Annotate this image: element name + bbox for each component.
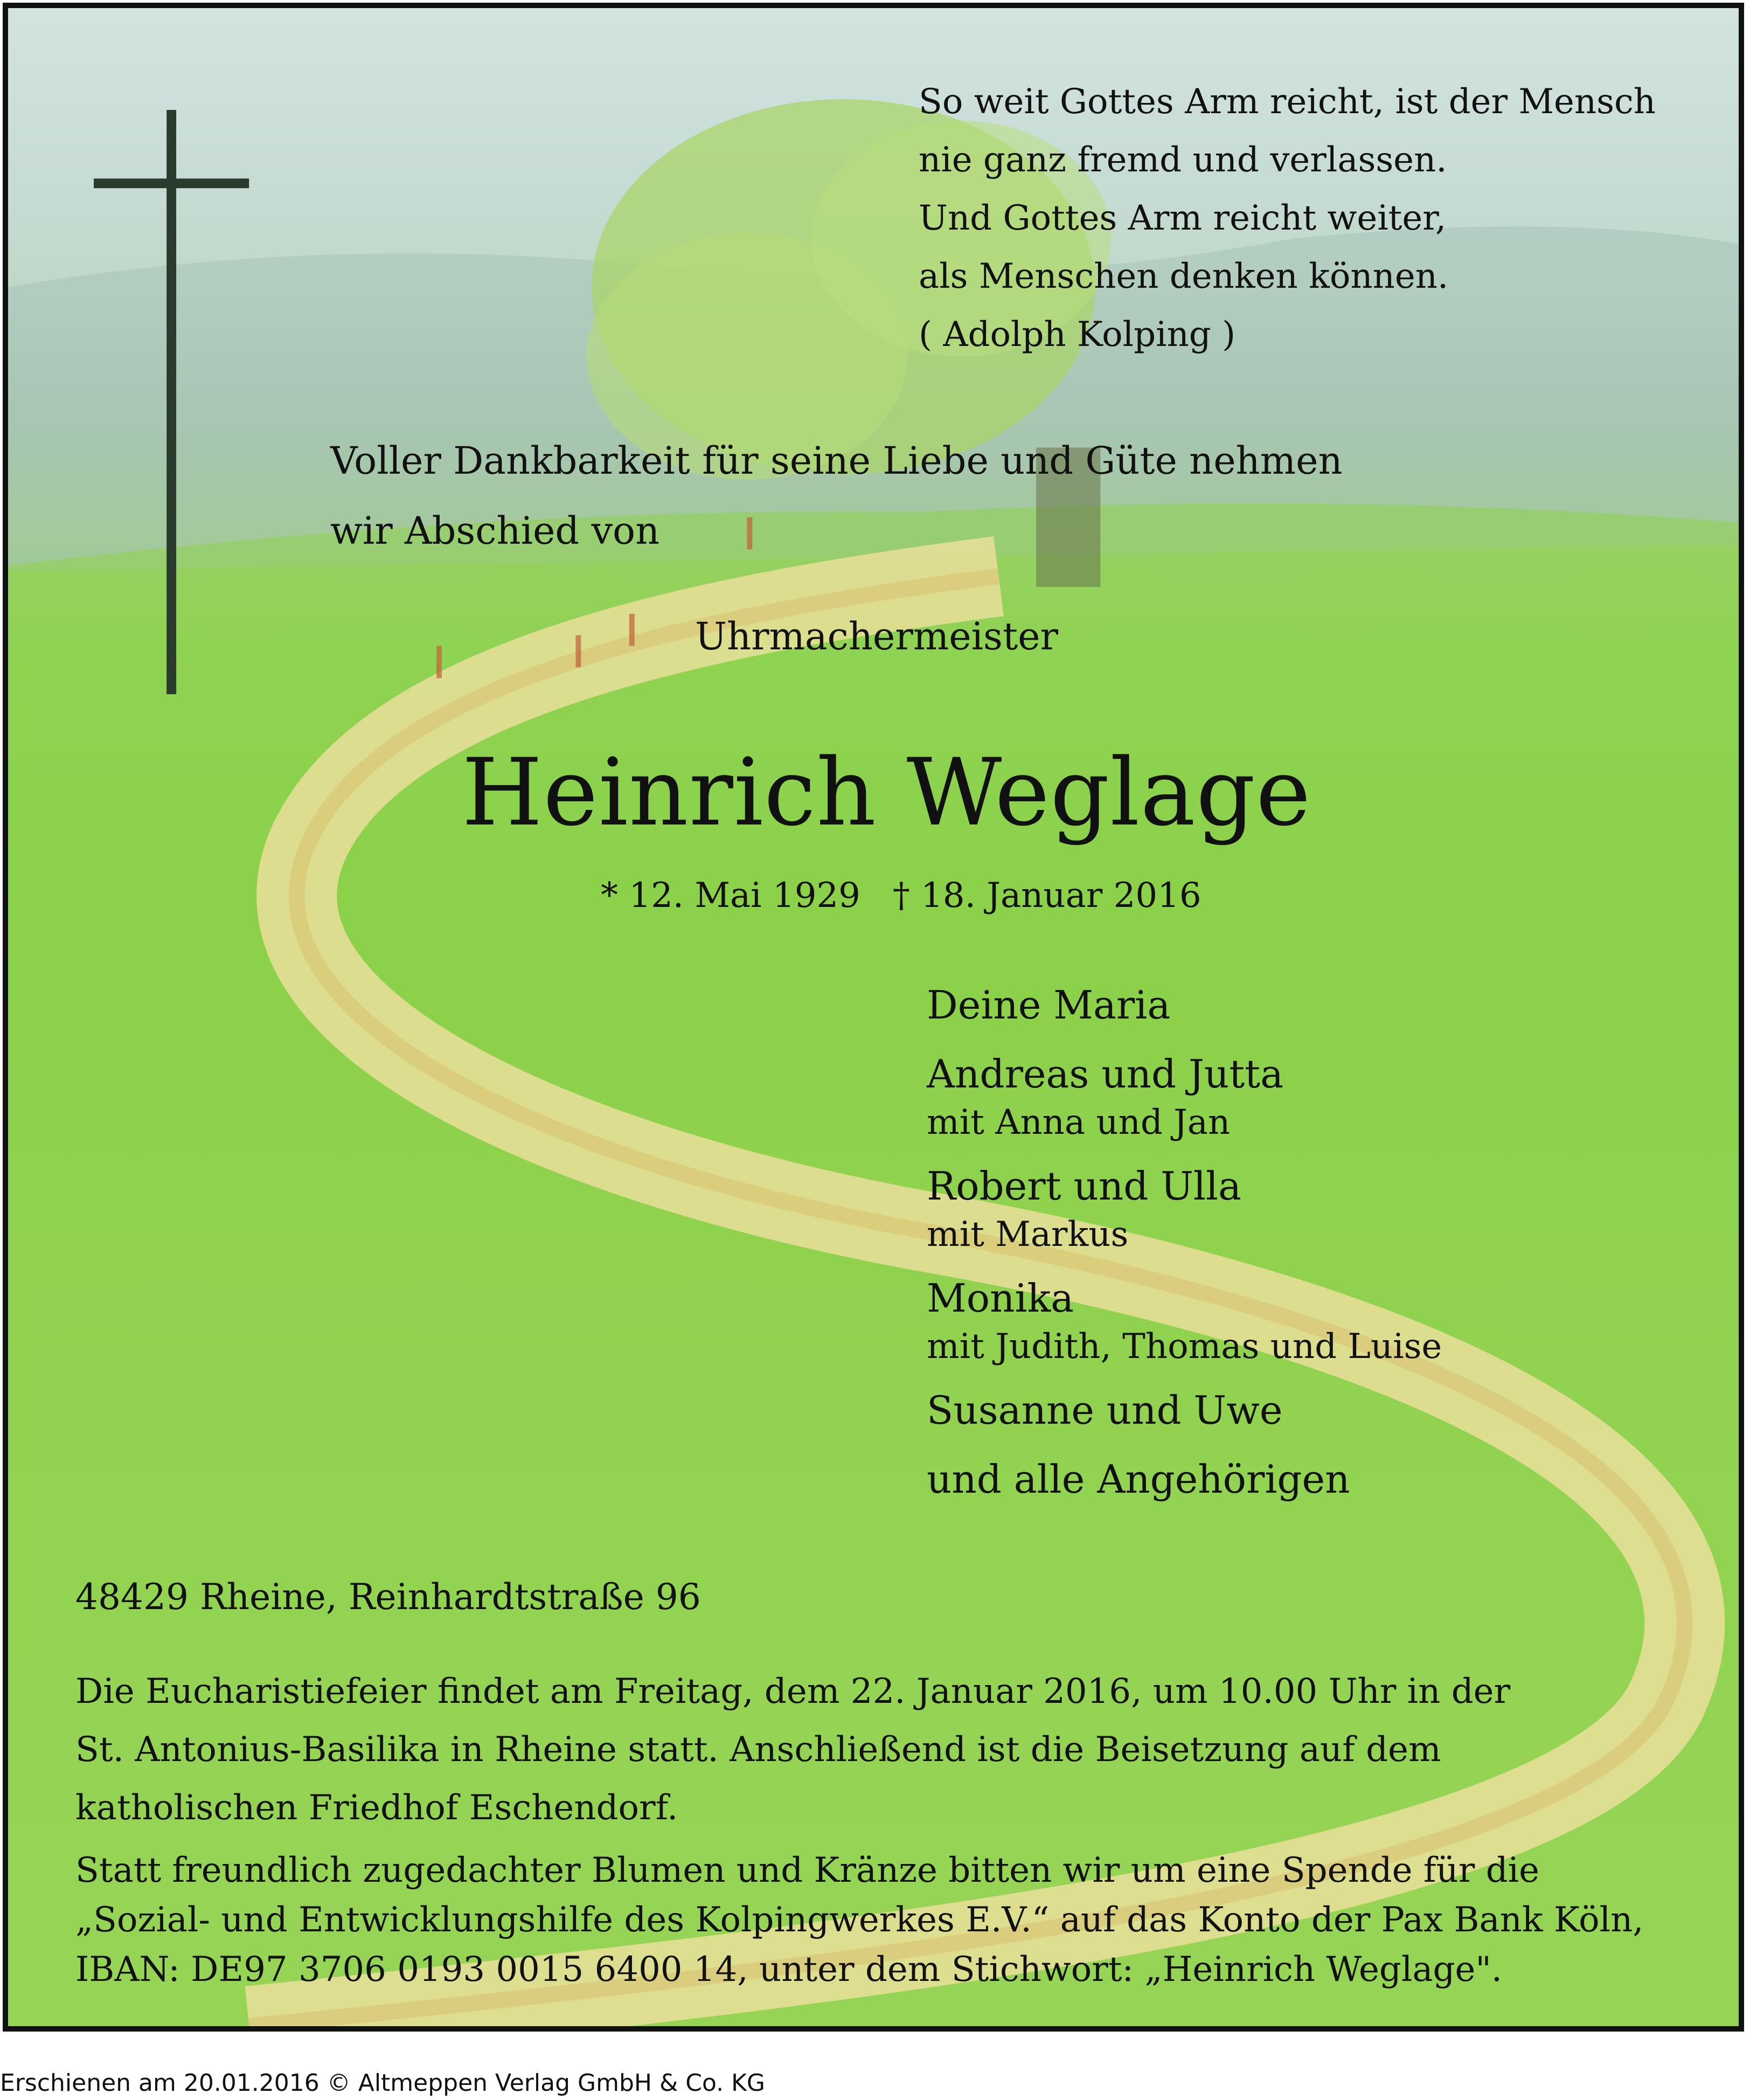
life-dates (601, 876, 1202, 916)
address: 48429 Rheine, Reinhardtstraße 96 (75, 1576, 701, 1618)
birth-date: * 12. Mai 1929 (601, 876, 860, 916)
family-member: Andreas und Jutta (927, 1051, 1283, 1097)
family-list (927, 978, 1442, 1506)
donation-line: IBAN: DE97 3706 0193 0015 6400 14, unter dem Stichwort: „Heinrich Weglage". (75, 1950, 1503, 1990)
donation-line: Statt freundlich zugedachter Blumen und Kränze bitten wir um eine Spende für die (75, 1851, 1539, 1890)
motto-line: als Menschen denken können. (919, 257, 1449, 296)
family-member: Susanne und Uwe (927, 1388, 1283, 1433)
deceased-name: Heinrich Weglage (462, 738, 1311, 847)
intro-text (330, 426, 1343, 566)
donation-line: „Sozial- und Entwicklungshilfe des Kolpingwerkes E.V.“ auf das Konto der Pax Bank Köln, (75, 1900, 1644, 1940)
family-member: und alle Angehörigen (927, 1457, 1350, 1502)
donation-info (75, 1846, 1644, 1994)
family-sub: mit Markus (927, 1215, 1129, 1255)
motto-line: So weit Gottes Arm reicht, ist der Mensch (919, 82, 1656, 122)
motto-line: nie ganz fremd und verlassen. (919, 140, 1447, 180)
intro-line: Voller Dankbarkeit für seine Liebe und Güte nehmen (330, 439, 1343, 483)
service-info (75, 1662, 1510, 1837)
death-date: † 18. Januar 2016 (892, 876, 1202, 916)
family-sub: mit Anna und Jan (927, 1103, 1231, 1142)
motto-line: Und Gottes Arm reicht weiter, (919, 198, 1447, 238)
publication-footer: Erschienen am 20.01.2016 © Altmeppen Verlag GmbH & Co. KG (0, 2069, 766, 2097)
intro-line: wir Abschied von (330, 509, 660, 553)
motto-author: ( Adolph Kolping ) (919, 315, 1236, 355)
family-member: Monika (927, 1276, 1074, 1321)
family-member: Deine Maria (927, 982, 1171, 1028)
family-sub: mit Judith, Thomas und Luise (927, 1327, 1442, 1367)
service-line: katholischen Friedhof Eschendorf. (75, 1788, 678, 1828)
deceased-title: Uhrmachermeister (695, 614, 1058, 659)
motto-quote (919, 73, 1656, 364)
service-line: St. Antonius-Basilika in Rheine statt. Anschließend ist die Beisetzung auf dem (75, 1730, 1441, 1770)
obituary-notice (3, 3, 1744, 2032)
service-line: Die Eucharistiefeier findet am Freitag, dem 22. Januar 2016, um 10.00 Uhr in der (75, 1672, 1511, 1711)
family-member: Robert und Ulla (927, 1163, 1241, 1209)
